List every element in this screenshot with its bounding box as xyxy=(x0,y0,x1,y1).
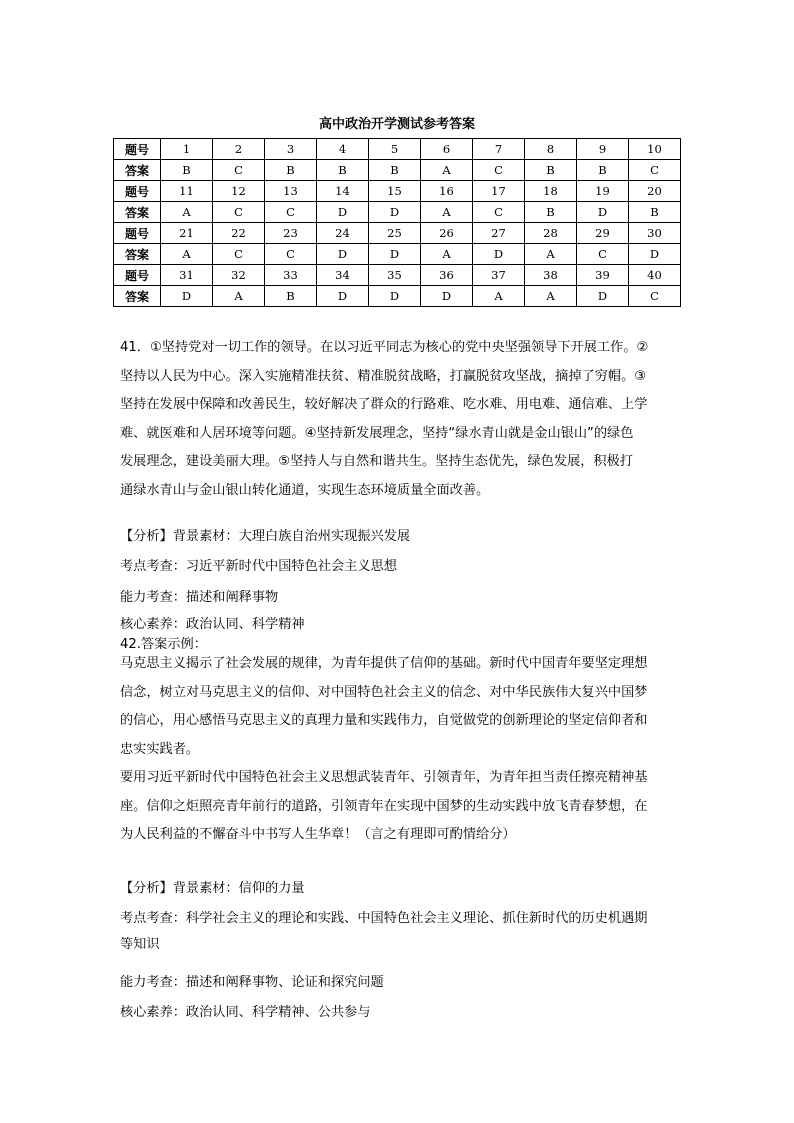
question-number-cell: 37 xyxy=(473,265,525,286)
question-number-cell: 5 xyxy=(369,139,421,160)
answer-cell: A xyxy=(213,286,265,307)
answer-row xyxy=(114,286,681,307)
answer-cell: D xyxy=(421,286,473,307)
q42-hexin: 核心素养：政治认同、科学精神、公共参与 xyxy=(120,1005,371,1020)
question-number-cell: 19 xyxy=(577,181,629,202)
answer-cell: A xyxy=(421,202,473,223)
question-number-cell: 18 xyxy=(525,181,577,202)
question-number-cell: 7 xyxy=(473,139,525,160)
row-header: 题号 xyxy=(114,139,161,160)
answer-cell: B xyxy=(265,286,317,307)
answer-cell: A xyxy=(161,244,213,265)
answer-cell: D xyxy=(369,202,421,223)
row-header: 答案 xyxy=(114,286,161,307)
answer-cell: C xyxy=(629,160,681,181)
q41-nengli: 能力考查：描述和阐释事物 xyxy=(120,590,279,605)
question-number-cell: 27 xyxy=(473,223,525,244)
question-number-cell: 20 xyxy=(629,181,681,202)
question-number-cell: 8 xyxy=(525,139,577,160)
question-number-cell: 22 xyxy=(213,223,265,244)
question-number-cell: 17 xyxy=(473,181,525,202)
answer-cell: C xyxy=(473,160,525,181)
question-number-cell: 35 xyxy=(369,265,421,286)
answer-cell: B xyxy=(265,160,317,181)
answer-cell: D xyxy=(369,286,421,307)
question-number-cell: 32 xyxy=(213,265,265,286)
q41-hexin: 核心素养：政治认同、科学精神 xyxy=(120,617,305,632)
answer-cell: A xyxy=(525,244,577,265)
q42-line: 座。信仰之炬照亮青年前行的道路，引领青年在实现中国梦的生动实践中放飞青春梦想，在 xyxy=(120,798,648,814)
question-number-cell: 6 xyxy=(421,139,473,160)
question-number-cell: 3 xyxy=(265,139,317,160)
answer-cell: D xyxy=(161,286,213,307)
question-number-row xyxy=(114,139,681,160)
q42-kaodian xyxy=(120,906,682,958)
question-number-cell: 10 xyxy=(629,139,681,160)
question-number-cell: 16 xyxy=(421,181,473,202)
question-number-cell: 2 xyxy=(213,139,265,160)
answer-cell: C xyxy=(577,244,629,265)
question-number-row xyxy=(114,223,681,244)
q41-line: 41．①坚持党对一切工作的领导。在以习近平同志为核心的党中央坚强领导下开展工作。② xyxy=(120,340,649,355)
q42-line: 的信心，用心感悟马克思主义的真理力量和实践伟力，自觉做党的创新理论的坚定信仰者和 xyxy=(120,713,648,728)
question-number-row xyxy=(114,265,681,286)
row-header: 题号 xyxy=(114,181,161,202)
question-number-cell: 15 xyxy=(369,181,421,202)
question-number-cell: 36 xyxy=(421,265,473,286)
q41-kaodian: 考点考查：习近平新时代中国特色社会主义思想 xyxy=(120,559,397,574)
answer-cell: D xyxy=(629,244,681,265)
question-number-row xyxy=(114,181,681,202)
question-number-cell: 14 xyxy=(317,181,369,202)
q42-heading: 42.答案示例： xyxy=(120,637,207,652)
document-title: 高中政治开学测试参考答案 xyxy=(318,117,475,132)
answer-cell: C xyxy=(265,244,317,265)
row-header: 答案 xyxy=(114,244,161,265)
question-number-cell: 31 xyxy=(161,265,213,286)
answer-cell: B xyxy=(369,160,421,181)
question-number-cell: 33 xyxy=(265,265,317,286)
row-header: 题号 xyxy=(114,265,161,286)
q42-kaodian-line: 考点考查：科学社会主义的理论和实践、中国特色社会主义理论、抓住新时代的历史机遇期 xyxy=(120,911,648,926)
answer-cell: A xyxy=(421,244,473,265)
question-number-cell: 28 xyxy=(525,223,577,244)
answer-cell: A xyxy=(161,202,213,223)
row-header: 题号 xyxy=(114,223,161,244)
answer-row xyxy=(114,244,681,265)
answer-cell: C xyxy=(213,202,265,223)
q41-line: 坚持以人民为中心。深入实施精准扶贫、精准脱贫战略，打赢脱贫攻坚战，摘掉了穷帽。③ xyxy=(120,368,647,384)
q42-answer xyxy=(120,650,682,850)
answer-cell: C xyxy=(473,202,525,223)
answer-row xyxy=(114,202,681,223)
answer-cell: B xyxy=(161,160,213,181)
answer-cell: D xyxy=(369,244,421,265)
question-number-cell: 38 xyxy=(525,265,577,286)
q41-line: 通绿水青山与金山银山转化通道，实现生态环境质量全面改善。 xyxy=(120,482,490,498)
question-number-cell: 25 xyxy=(369,223,421,244)
answer-cell: B xyxy=(577,160,629,181)
question-number-cell: 12 xyxy=(213,181,265,202)
question-number-cell: 24 xyxy=(317,223,369,244)
question-number-cell: 40 xyxy=(629,265,681,286)
answer-cell: D xyxy=(317,286,369,307)
q42-line: 要用习近平新时代中国特色社会主义思想武装青年、引领青年，为青年担当责任擦亮精神基 xyxy=(120,770,648,785)
question-number-cell: 13 xyxy=(265,181,317,202)
answer-row xyxy=(114,160,681,181)
q42-line: 信念，树立对马克思主义的信仰、对中国特色社会主义的信念、对中华民族伟大复兴中国梦 xyxy=(120,684,648,700)
row-header: 答案 xyxy=(114,202,161,223)
answer-cell: D xyxy=(317,202,369,223)
answer-cell: B xyxy=(525,160,577,181)
q41-answer xyxy=(120,334,682,505)
answer-cell: C xyxy=(213,244,265,265)
q42-line: 忠实实践者。 xyxy=(120,741,200,757)
question-number-cell: 30 xyxy=(629,223,681,244)
answer-cell: A xyxy=(473,286,525,307)
answer-cell: B xyxy=(317,160,369,181)
question-number-cell: 21 xyxy=(161,223,213,244)
q42-line: 为人民利益的不懈奋斗中书写人生华章！（言之有理即可酌情给分） xyxy=(120,827,516,842)
question-number-cell: 26 xyxy=(421,223,473,244)
answer-cell: B xyxy=(525,202,577,223)
question-number-cell: 11 xyxy=(161,181,213,202)
question-number-cell: 1 xyxy=(161,139,213,160)
q41-line: 发展理念，建设美丽大理。⑤坚持人与自然和谐共生。坚持生态优先，绿色发展，积极打 xyxy=(120,454,633,469)
q41-analysis: 【分析】背景素材：大理白族自治州实现振兴发展 xyxy=(120,529,411,544)
row-header: 答案 xyxy=(114,160,161,181)
question-number-cell: 9 xyxy=(577,139,629,160)
q42-line: 马克思主义揭示了社会发展的规律，为青年提供了信仰的基础。新时代中国青年要坚定理想 xyxy=(120,656,648,671)
q42-analysis: 【分析】背景素材：信仰的力量 xyxy=(120,881,305,896)
answer-cell: A xyxy=(421,160,473,181)
answer-table xyxy=(113,138,681,307)
q41-line: 难、就医难和人居环境等问题。④坚持新发展理念，坚持“绿水青山就是金山银山”的绿色 xyxy=(120,425,634,441)
q42-kaodian-line: 等知识 xyxy=(120,937,160,952)
answer-cell: D xyxy=(317,244,369,265)
q42-nengli: 能力考查：描述和阐释事物、论证和探究问题 xyxy=(120,975,384,990)
answer-cell: C xyxy=(629,286,681,307)
question-number-cell: 29 xyxy=(577,223,629,244)
answer-cell: C xyxy=(213,160,265,181)
q41-line: 坚持在发展中保障和改善民生，较好解决了群众的行路难、吃水难、用电难、通信难、上学 xyxy=(120,397,648,412)
answer-cell: D xyxy=(577,286,629,307)
answer-cell: B xyxy=(629,202,681,223)
answer-cell: D xyxy=(473,244,525,265)
answer-cell: C xyxy=(265,202,317,223)
question-number-cell: 34 xyxy=(317,265,369,286)
question-number-cell: 39 xyxy=(577,265,629,286)
question-number-cell: 23 xyxy=(265,223,317,244)
question-number-cell: 4 xyxy=(317,139,369,160)
answer-cell: D xyxy=(577,202,629,223)
answer-cell: A xyxy=(525,286,577,307)
